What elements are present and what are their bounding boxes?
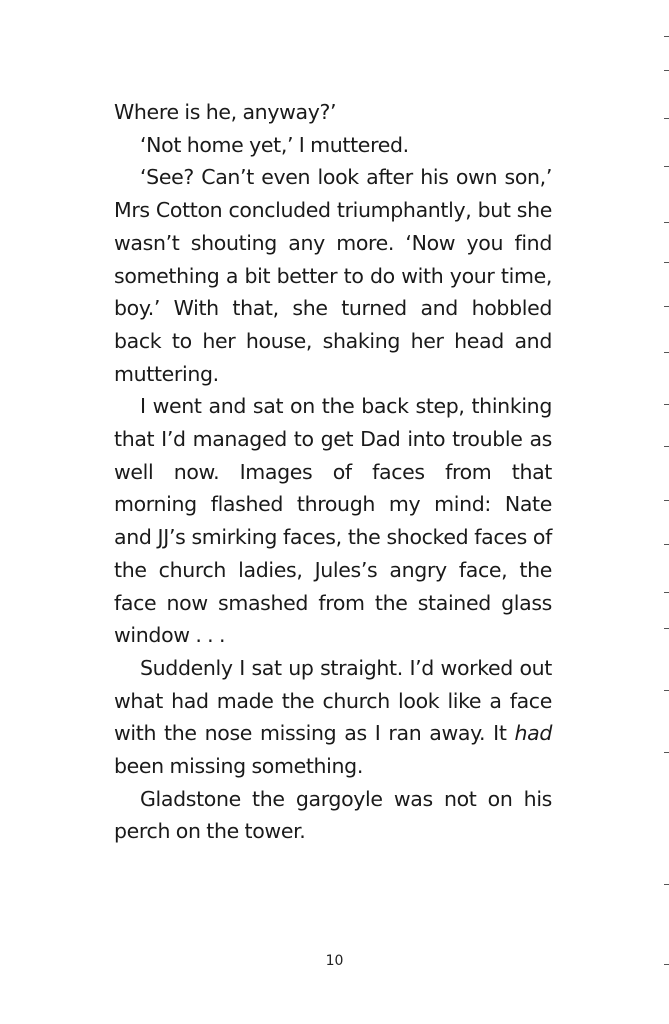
- paragraph-5: [114, 652, 552, 783]
- facing-page-edge: [661, 0, 669, 1024]
- paragraph-2: ‘Not home yet,’ I muttered.: [140, 132, 409, 157]
- paragraph-5-after: been missing something.: [114, 754, 363, 779]
- paragraph-5-before: Suddenly I sat up straight. I’d worked out what had made the church look like a face with the nose missing as I ran away. It: [114, 655, 552, 746]
- paragraph-3: ‘See? Can’t even look after his own son,’ Mrs Cotton concluded triumphantly, but she wasn’t shouting any more. ‘Now you find something a bit better to do with your time, boy.’ With that, she turned and hobbled back to her house, shaking her head and muttering.: [114, 165, 552, 386]
- body-text: [114, 96, 552, 848]
- paragraph-1: Where is he, anyway?’: [114, 100, 337, 124]
- paragraph-5-italic: had: [514, 721, 552, 746]
- paragraph-6: Gladstone the gargoyle was not on his perch on the tower.: [114, 786, 552, 844]
- paragraph-4: I went and sat on the back step, thinking that I’d managed to get Dad into trouble as well now. Images of faces from that morning flashed through my mind: Nate and JJ’s smirking faces, the shocked faces of the church ladies, Jules’s angry face, the face now smashed from the stained glass window . . .: [114, 394, 552, 648]
- page-number: 10: [325, 953, 344, 969]
